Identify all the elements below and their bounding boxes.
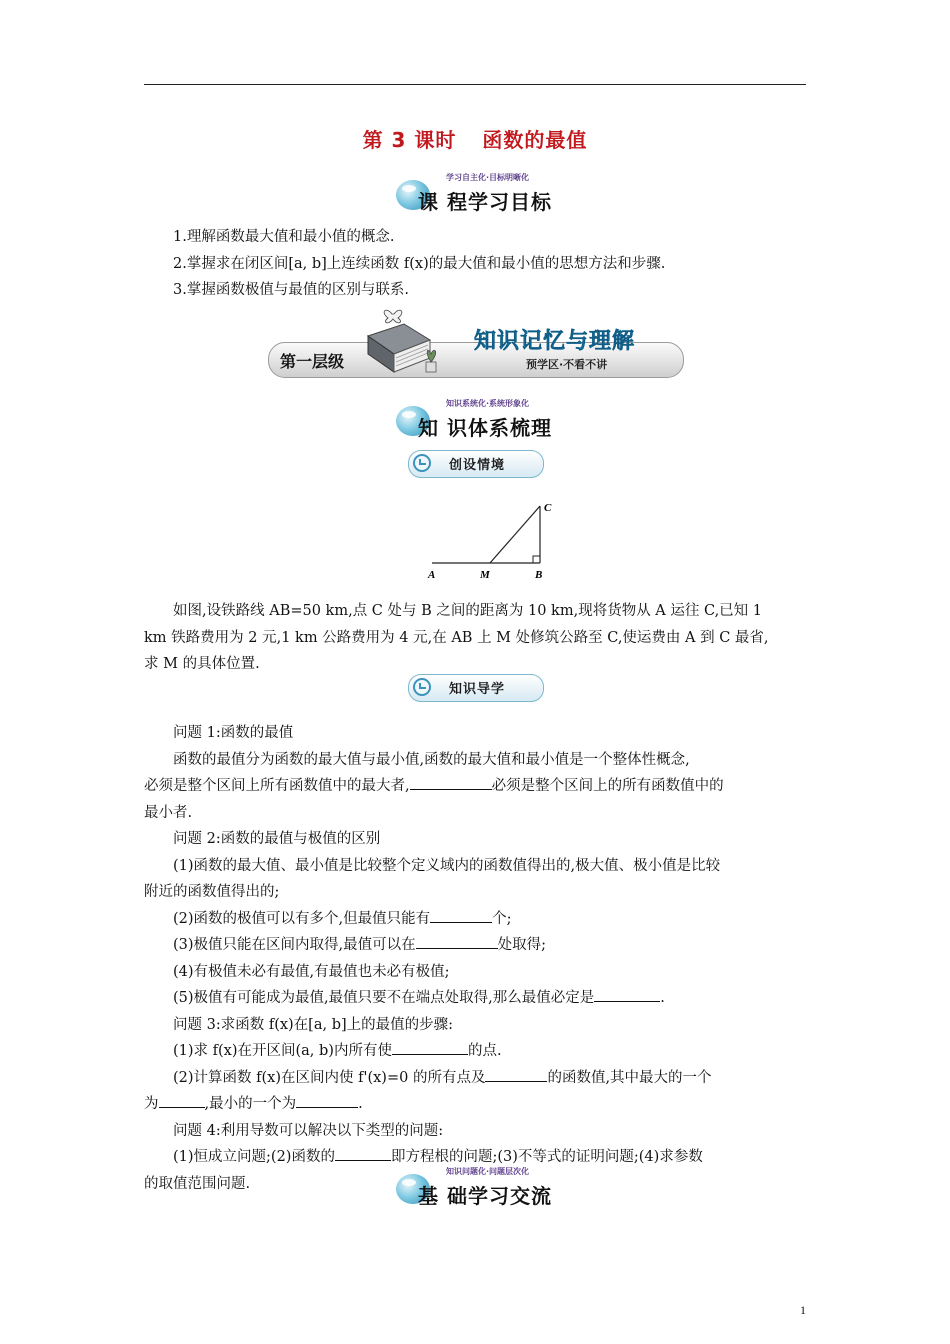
- text-segment: ,最小的一个为: [204, 1096, 297, 1112]
- text-line: 如图,设铁路线 AB=50 km,点 C 处与 B 之间的距离为 10 km,现将货物从 A 运往 C,已知 1: [173, 603, 763, 619]
- question-heading: 问题 1:函数的最值: [173, 725, 294, 741]
- text-segment: (5)极值有可能成为最值,最值只要不在端点处取得,那么最值必定是: [173, 990, 595, 1006]
- text-segment: (3)极值只能在区间内取得,最值可以在: [173, 937, 416, 953]
- text-segment: .: [358, 1096, 363, 1112]
- text-segment: 即方程根的问题;(3)不等式的证明问题;(4)求参数: [390, 1149, 703, 1165]
- text-line: [144, 985, 808, 1012]
- text-line: 函数的最值分为函数的最大值与最小值,函数的最大值和最小值是一个整体性概念,: [173, 751, 690, 768]
- question-heading: 问题 4:利用导数可以解决以下类型的问题:: [173, 1122, 444, 1139]
- text-segment: 处取得;: [497, 937, 547, 953]
- header-rule: [144, 84, 806, 85]
- page-number: 1: [800, 1303, 806, 1317]
- section-badge-goals: [396, 172, 566, 216]
- text-line: km 铁路费用为 2 元,1 km 公路费用为 4 元,在 AB 上 M 处修筑公路至 C,使运费由 A 到 C 最省,: [144, 629, 769, 646]
- text-segment: (1)恒成立问题;(2)函数的: [173, 1149, 335, 1165]
- right-angle-mark: [533, 556, 540, 563]
- pill-heading-scenario: [408, 450, 544, 478]
- text-segment: (1)求 f(x)在开区间(a, b)内所有使: [173, 1043, 392, 1059]
- badge-title: 基 础学习交流: [418, 1184, 552, 1208]
- goal-item: 1.理解函数最大值和最小值的概念.: [173, 229, 395, 245]
- scenario-text: [144, 598, 808, 678]
- badge-title: 课 程学习目标: [418, 190, 552, 214]
- text-line: (1)函数的最大值、最小值是比较整个定义域内的函数值得出的,极大值、极小值是比较: [173, 857, 721, 874]
- lesson-number: 第 3 课时: [362, 128, 457, 152]
- text-line: [144, 1091, 808, 1118]
- page-title: [0, 124, 950, 153]
- text-line: [144, 1038, 808, 1065]
- clock-icon: [413, 454, 431, 472]
- pill-label: 创设情境: [449, 458, 506, 473]
- fill-blank: [594, 986, 660, 1002]
- point-label-m: M: [480, 569, 490, 581]
- guide-text: [144, 720, 808, 1197]
- text-segment: 的函数值,其中最大的一个: [547, 1069, 712, 1086]
- goals-list: [144, 224, 808, 304]
- text-segment: (2)函数的极值可以有多个,但最值只能有: [173, 910, 431, 927]
- fill-blank: [410, 774, 492, 790]
- text-line: 的取值范围问题.: [144, 1175, 251, 1192]
- section-badge-basic: [396, 1166, 566, 1210]
- fill-blank: [392, 1039, 468, 1055]
- goal-item: 2.掌握求在闭区间[a, b]上连续函数 f(x)的最大值和最小值的思想方法和步骤.: [173, 255, 666, 272]
- pill-heading-guide: [408, 674, 544, 702]
- pill-label: 知识导学: [449, 682, 506, 697]
- badge-title: 知 识体系梳理: [418, 416, 552, 440]
- badge-subtitle: 知识系统化·系统形象化: [446, 399, 530, 408]
- banner-level: 第一层级: [280, 352, 345, 371]
- text-segment: 为: [144, 1096, 159, 1112]
- fill-blank: [296, 1092, 358, 1108]
- badge-subtitle: 学习自主化·目标明晰化: [446, 173, 530, 182]
- text-segment: 必须是整个区间上所有函数值中的最大者,: [144, 778, 410, 794]
- banner-subtitle: 预学区·不看不讲: [526, 358, 608, 371]
- fill-blank: [430, 907, 492, 923]
- text-line: 最小者.: [144, 804, 193, 821]
- point-label-b: B: [535, 569, 543, 581]
- line-mc: [490, 506, 540, 563]
- text-segment: (2)计算函数 f(x)在区间内使 f'(x)=0 的所有点及: [173, 1069, 486, 1086]
- text-segment: .: [660, 990, 665, 1006]
- text-line: 求 M 的具体位置.: [144, 656, 260, 672]
- triangle-figure: [420, 496, 560, 586]
- text-line: [144, 932, 808, 959]
- goal-item: 3.掌握函数极值与最值的区别与联系.: [173, 282, 409, 298]
- text-line: [144, 773, 808, 800]
- text-line: 附近的函数值得出的;: [144, 884, 280, 900]
- lesson-topic: 函数的最值: [482, 128, 588, 152]
- text-segment: 个;: [492, 910, 512, 927]
- fill-blank: [335, 1145, 391, 1161]
- question-heading: 问题 2:函数的最值与极值的区别: [173, 831, 381, 847]
- fill-blank: [159, 1092, 205, 1108]
- banner-title: 知识记忆与理解: [474, 329, 636, 354]
- question-heading: 问题 3:求函数 f(x)在[a, b]上的最值的步骤:: [173, 1016, 454, 1033]
- text-line: [144, 1065, 808, 1092]
- text-segment: 必须是整个区间上的所有函数值中的: [491, 778, 724, 794]
- text-line: [144, 906, 808, 933]
- text-segment: 的点.: [467, 1043, 502, 1059]
- text-line: (4)有极值未必有最值,有最值也未必有极值;: [173, 963, 450, 980]
- point-label-c: C: [544, 502, 552, 514]
- fill-blank: [485, 1066, 547, 1082]
- fill-blank: [416, 933, 498, 949]
- section-badge-knowledge: [396, 398, 566, 442]
- badge-subtitle: 知识问题化·问题层次化: [446, 1167, 530, 1176]
- point-label-a: A: [428, 569, 436, 581]
- book-butterfly-icon: [360, 306, 442, 380]
- clock-icon: [413, 678, 431, 696]
- level-banner: [268, 300, 684, 386]
